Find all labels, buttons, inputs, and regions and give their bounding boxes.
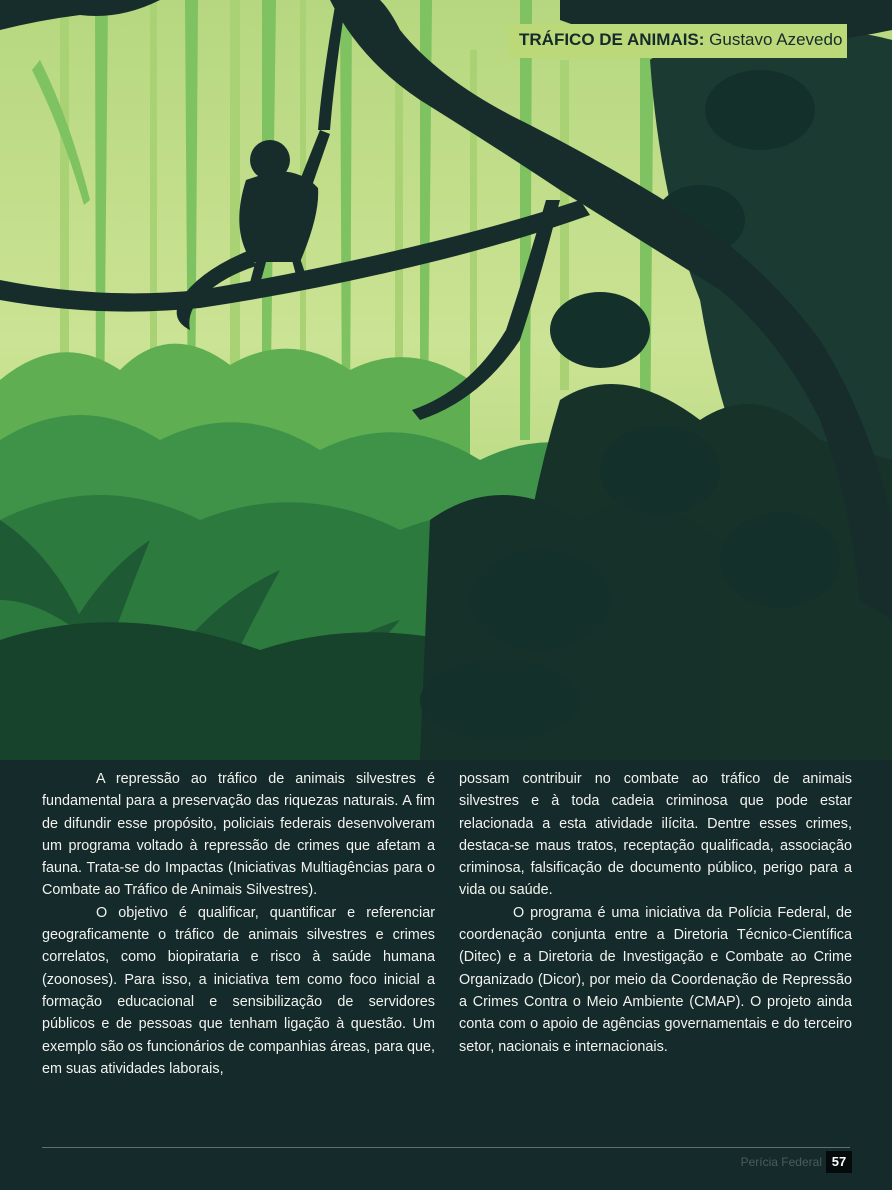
left-column (42, 768, 435, 1080)
article-body (42, 768, 852, 1108)
right-column (459, 768, 852, 1058)
section-header (509, 24, 847, 58)
author-name: Gustavo Azevedo (709, 30, 843, 49)
paragraph: O objetivo é qualificar, quantificar e referenciar geograficamente o tráfico de animais silvestres e crimes correlatos, como biopirataria e risco à saúde humana (zoonoses). Para isso, a iniciativa tem como foco inicial a formação educacional e sensibilização de servidores públicos e de pessoas que tenham ligação à questão. Um exemplo são os funcionários de companhias áreas, para que, em suas atividades laborais, (42, 904, 435, 1077)
page-number: 57 (826, 1151, 852, 1173)
footer-divider (42, 1147, 850, 1148)
publication-name: Perícia Federal (740, 1155, 822, 1169)
paragraph: O programa é uma iniciativa da Polícia Federal, de coordenação conjunta entre a Diretoria Técnico-Científica (Ditec) e a Diretoria de Investigação e Combate ao Crime Organizado (Dicor), por meio da Coordenação de Repressão a Crimes Contra o Meio Ambiente (CMAP). O projeto ainda conta com o apoio de agências governamentais e do terceiro setor, nacionais e internacionais. (459, 904, 852, 1055)
paragraph: possam contribuir no combate ao tráfico de animais silvestres e à toda cadeia criminosa que pode estar relacionada a esta atividade ilícita. Dentre esses crimes, destaca-se maus tratos, receptação qualificada, associação criminosa, falsificação de documento público, perigo para a vida ou saúde. (459, 771, 852, 899)
paragraph: A repressão ao tráfico de animais silvestres é fundamental para a preservação das riquezas naturais. A fim de difundir esse propósito, policiais federais desenvolveram um programa voltado à repressão de crimes que afetam a fauna. Trata-se do Impactas (Iniciativas Multiagências para o Combate ao Tráfico de Animais Silvestres). (42, 771, 435, 899)
section-title: TRÁFICO DE ANIMAIS: (519, 30, 705, 49)
